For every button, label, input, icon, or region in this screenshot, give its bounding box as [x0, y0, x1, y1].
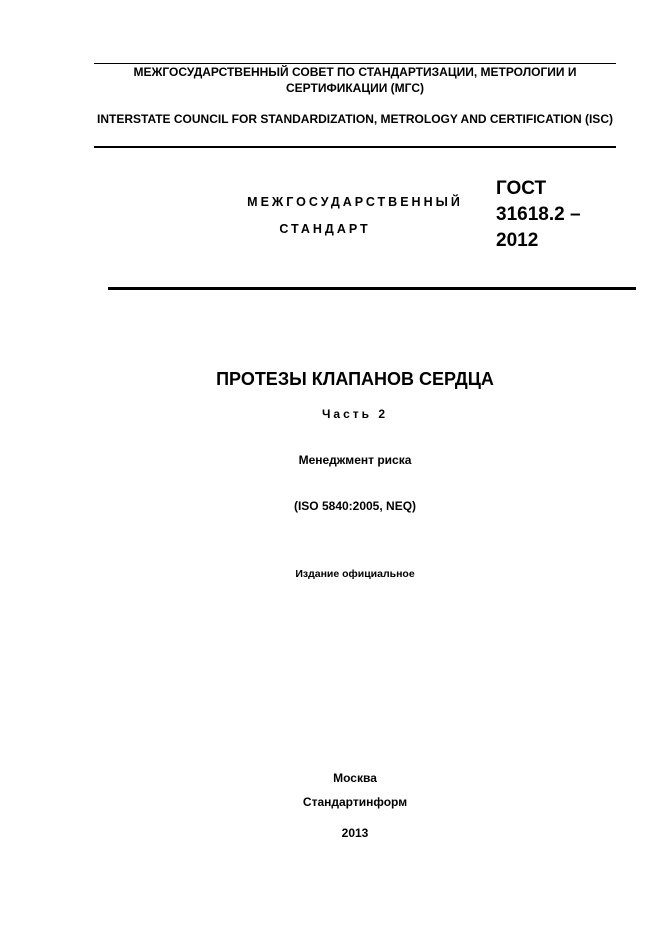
gost-prefix: ГОСТ [496, 178, 547, 199]
council-name-english: INTERSTATE COUNCIL FOR STANDARDIZATION, METROLOGY AND CERTIFICATION (ISC) [97, 112, 613, 126]
document-part: Часть 2 [321, 407, 389, 421]
standard-type-line1: МЕЖГОСУДАРСТВЕННЫЙ [247, 195, 463, 209]
standard-type-line2: СТАНДАРТ [279, 222, 371, 236]
gost-designation [496, 176, 581, 254]
publication-city: Москва [333, 771, 377, 785]
title-block-rule [108, 287, 636, 290]
council-name-russian: МЕЖГОСУДАРСТВЕННЫЙ СОВЕТ ПО СТАНДАРТИЗАЦИИ, МЕТРОЛОГИИ И СЕРТИФИКАЦИИ (МГС) [133, 65, 577, 95]
gost-year: 2012 [496, 230, 539, 251]
gost-number: 31618.2 – [496, 204, 581, 225]
iso-reference: (ISO 5840:2005, NEQ) [293, 499, 417, 513]
header-bottom-rule [94, 146, 616, 148]
document-title: ПРОТЕЗЫ КЛАПАНОВ СЕРДЦА [216, 369, 494, 389]
publication-year: 2013 [341, 826, 369, 840]
document-subtitle: Менеджмент риска [298, 453, 412, 467]
edition-note: Издание официальное [295, 568, 415, 580]
publisher-name: Стандартинформ [302, 795, 408, 809]
